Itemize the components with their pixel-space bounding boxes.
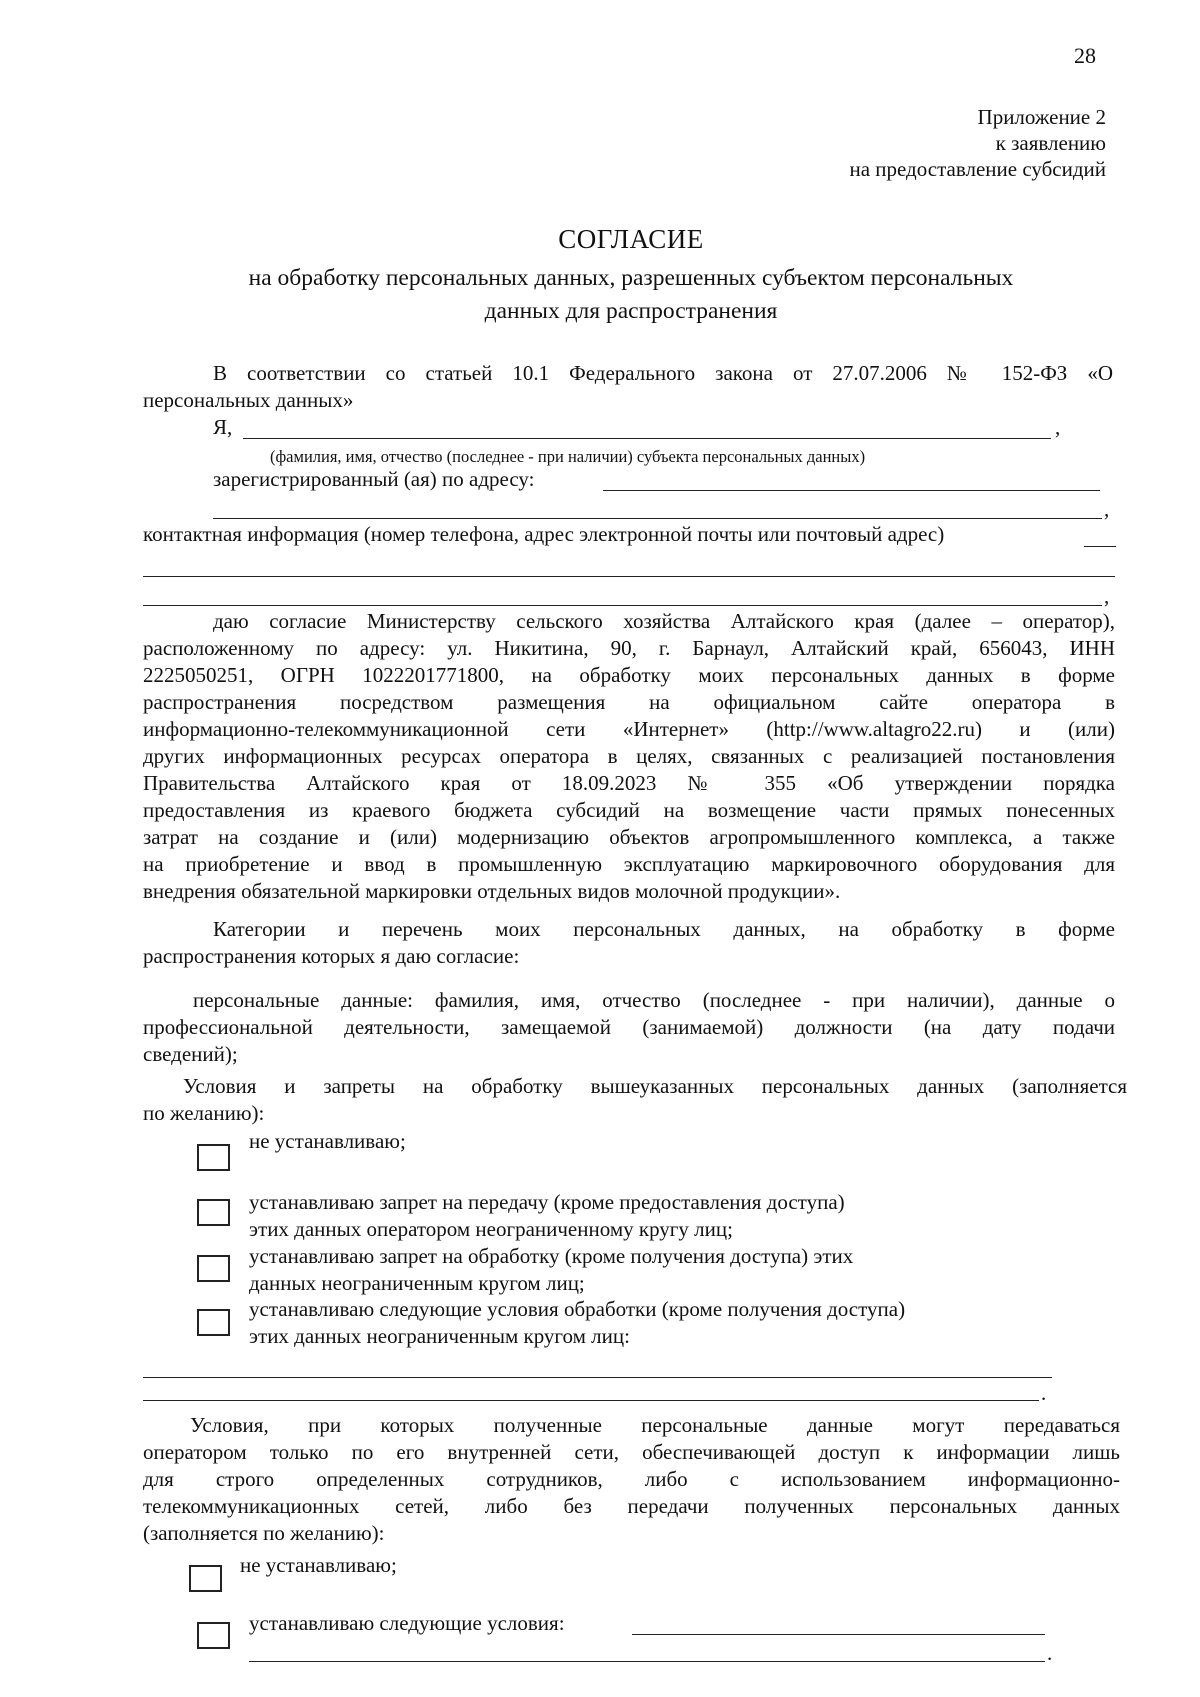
transfer-line: Условия, при которых полученные персональные данные могут передаваться	[190, 1413, 1120, 1437]
option-transfer-ban-line2: этих данных оператором неограниченному кругу лиц;	[249, 1217, 733, 1241]
address-field-2[interactable]	[213, 518, 1102, 519]
consent-paragraph	[143, 608, 1115, 905]
option-processing-conditions-line1: устанавливаю следующие условия обработки (кроме получения доступа)	[249, 1297, 906, 1321]
personal-data-paragraph	[143, 987, 1115, 1068]
conditions-paragraph	[143, 1073, 1127, 1127]
transfer-conditions-field-2[interactable]	[249, 1661, 1045, 1662]
checkbox-processing-ban[interactable]	[197, 1255, 230, 1282]
address-suffix: ,	[1104, 497, 1110, 521]
subtitle-line1: на обработку персональных данных, разрешенных субъектом персональных	[248, 265, 1014, 291]
name-field-note: (фамилия, имя, отчество (последнее - при наличии) субъекта персональных данных)	[270, 447, 866, 466]
conditions-field-1[interactable]	[143, 1377, 1052, 1378]
consent-line: распространения посредством размещения на официальном сайте оператора в	[143, 690, 1115, 714]
transfer-option-conditions-label: устанавливаю следующие условия:	[249, 1611, 565, 1635]
address-label: зарегистрированный (ая) по адресу:	[213, 467, 535, 491]
document-subtitle	[0, 262, 1200, 328]
consent-line: затрат на создание и (или) модернизацию объектов агропромышленного комплекса, а также	[143, 825, 1115, 849]
name-field[interactable]	[243, 438, 1051, 439]
consent-line: даю согласие Министерству сельского хозяйства Алтайского края (далее – оператор),	[213, 609, 1115, 633]
transfer-end-mark: .	[1047, 1641, 1053, 1665]
contact-suffix: ,	[1104, 584, 1110, 608]
transfer-option-not-set-label: не устанавливаю;	[240, 1553, 397, 1577]
option-processing-ban-line2: данных неограниченным кругом лиц;	[249, 1271, 585, 1295]
option-transfer-ban-label	[249, 1189, 845, 1243]
consent-line: других информационных ресурсах оператора в целях, связанных с реализацией постановления	[143, 744, 1115, 768]
contact-field-3[interactable]	[143, 605, 1102, 606]
consent-line: предоставления из краевого бюджета субсидий на возмещение части прямых понесенных	[143, 798, 1115, 822]
appendix-line3: на предоставление субсидий	[849, 157, 1106, 181]
checkbox-transfer-not-set[interactable]	[189, 1565, 222, 1592]
address-field-1[interactable]	[603, 490, 1100, 491]
name-prefix: Я,	[213, 415, 233, 439]
checkbox-transfer-conditions[interactable]	[197, 1622, 230, 1649]
contact-field-2[interactable]	[143, 576, 1115, 577]
transfer-line: телекоммуникационных сетей, либо без передачи полученных персональных данных	[143, 1494, 1120, 1518]
name-suffix: ,	[1055, 415, 1061, 439]
consent-line: на приобретение и ввод в промышленную эксплуатацию маркировочного оборудования для	[143, 852, 1115, 876]
subtitle-line2: данных для распространения	[484, 298, 778, 324]
consent-line: информационно-телекоммуникационной сети «Интернет» (http://www.altagro22.ru) и (или)	[143, 717, 1115, 741]
transfer-line: (заполняется по желанию):	[143, 1521, 385, 1545]
transfer-paragraph	[143, 1412, 1120, 1547]
option-processing-ban-line1: устанавливаю запрет на обработку (кроме получения доступа) этих	[249, 1244, 854, 1268]
consent-line: Правительства Алтайского края от 18.09.2023 № 355 «Об утверждении порядка	[143, 771, 1115, 795]
consent-line: 2225050251, ОГРН 1022201771800, на обработку моих персональных данных в форме	[143, 663, 1115, 687]
contact-label: контактная информация (номер телефона, адрес электронной почты или почтовый адрес)	[143, 522, 945, 546]
transfer-conditions-field-1[interactable]	[632, 1634, 1045, 1635]
option-processing-ban-label	[249, 1243, 853, 1297]
option-transfer-ban-line1: устанавливаю запрет на передачу (кроме предоставления доступа)	[249, 1190, 845, 1214]
consent-line: внедрения обязательной маркировки отдельных видов молочной продукции».	[143, 879, 841, 903]
categories-line: распространения которых я даю согласие:	[143, 944, 520, 968]
transfer-line: для строго определенных сотрудников, либо с использованием информационно-	[143, 1467, 1120, 1491]
checkbox-transfer-ban[interactable]	[197, 1199, 230, 1226]
option-not-set-label: не устанавливаю;	[249, 1129, 406, 1153]
conditions-line: по желанию):	[143, 1101, 265, 1125]
conditions-end-mark: .	[1041, 1381, 1047, 1405]
categories-line: Категории и перечень моих персональных данных, на обработку в форме	[213, 917, 1115, 941]
appendix-header	[849, 104, 1106, 182]
appendix-line1: Приложение 2	[977, 105, 1106, 129]
conditions-field-2[interactable]	[143, 1400, 1039, 1401]
personal-data-line: персональные данные: фамилия, имя, отчество (последнее - при наличии), данные о	[193, 988, 1115, 1012]
intro-line1: В соответствии со статьей 10.1 Федерального закона от 27.07.2006 № 152-ФЗ «О	[213, 361, 1113, 385]
appendix-line2: к заявлению	[995, 131, 1106, 155]
option-processing-conditions-label	[249, 1296, 905, 1350]
document-title: СОГЛАСИЕ	[558, 224, 704, 254]
personal-data-line: сведений);	[143, 1042, 238, 1066]
intro-line2: персональных данных»	[143, 388, 354, 412]
personal-data-line: профессиональной деятельности, замещаемой (занимаемой) должности (на дату подачи	[143, 1015, 1115, 1039]
contact-field-1[interactable]	[1084, 546, 1116, 547]
option-processing-conditions-line2: этих данных неограниченным кругом лиц:	[249, 1324, 630, 1348]
page-number: 28	[1074, 43, 1096, 68]
consent-line: расположенному по адресу: ул. Никитина, 90, г. Барнаул, Алтайский край, 656043, ИНН	[143, 636, 1115, 660]
checkbox-not-set[interactable]	[197, 1144, 230, 1171]
conditions-line: Условия и запреты на обработку вышеуказанных персональных данных (заполняется	[183, 1074, 1127, 1098]
transfer-line: оператором только по его внутренней сети, обеспечивающей доступ к информации лишь	[143, 1440, 1120, 1464]
checkbox-processing-conditions[interactable]	[197, 1309, 230, 1336]
categories-paragraph	[143, 916, 1115, 970]
